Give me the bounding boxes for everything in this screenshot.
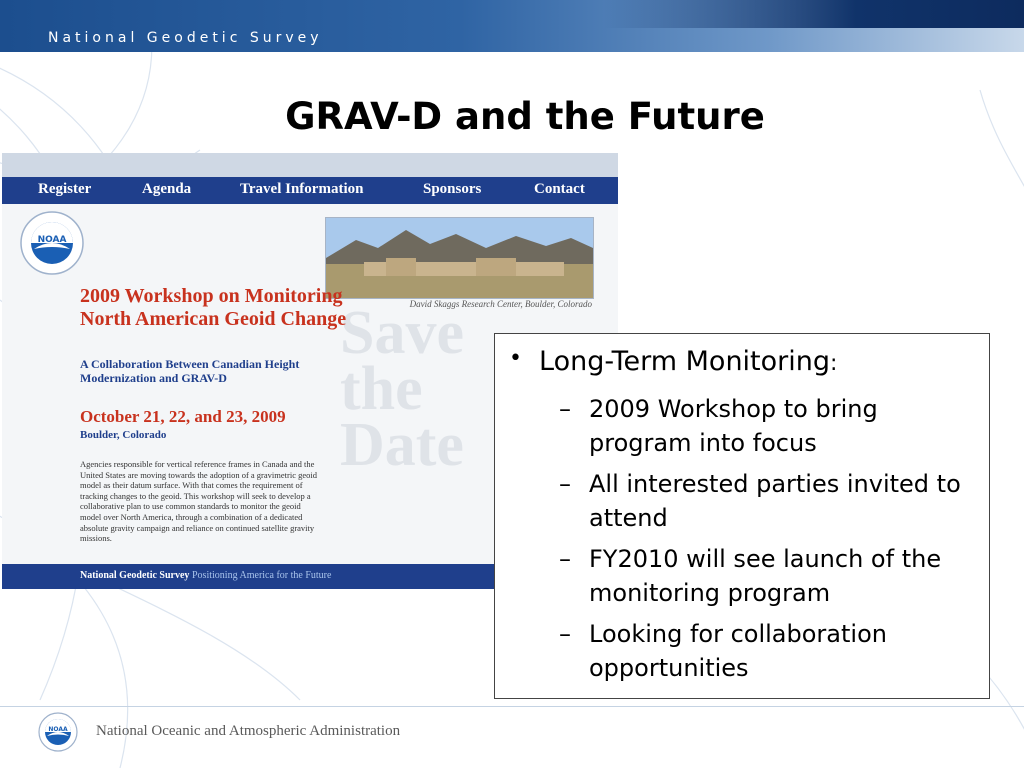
flyer-top-band <box>2 153 618 177</box>
workshop-subtitle: A Collaboration Between Canadian Height Modernization and GRAV-D <box>80 357 300 385</box>
watermark-line-2: the <box>340 355 423 423</box>
flyer-footer-org: National Geodetic Survey <box>80 570 190 581</box>
flyer-nav <box>2 177 618 204</box>
noaa-seal-icon <box>20 211 84 275</box>
sub-bullet <box>559 467 979 535</box>
main-bullet-colon: : <box>830 351 838 376</box>
watermark-line-3: Date <box>340 411 464 479</box>
workshop-title: 2009 Workshop on Monitoring North American Geoid Change <box>80 285 347 330</box>
main-bullet-text: Long-Term Monitoring <box>539 346 831 377</box>
sub-bullet <box>559 392 979 460</box>
sub-bullet-text: Looking for collaboration opportunities <box>589 620 887 682</box>
flyer-nav-travel[interactable]: Travel Information <box>240 181 364 197</box>
main-bullet <box>509 346 838 377</box>
bullet-box <box>494 333 990 699</box>
bullet-dot-icon: • <box>509 346 522 371</box>
svg-text:NOAA: NOAA <box>48 726 68 733</box>
svg-text:NOAA: NOAA <box>37 235 67 245</box>
sub-bullet-text: 2009 Workshop to bring program into focus <box>589 395 878 457</box>
footer-divider <box>0 706 1024 707</box>
header-bar <box>0 0 1024 52</box>
footer-agency-name: National Oceanic and Atmospheric Administration <box>96 723 401 739</box>
dash-icon: – <box>559 395 571 423</box>
workshop-dates: October 21, 22, and 23, 2009 <box>80 407 286 426</box>
sub-bullet <box>559 542 979 610</box>
header-org-name: National Geodetic Survey <box>48 30 323 46</box>
sub-bullet-list <box>559 392 979 692</box>
sub-bullet-text: All interested parties invited to attend <box>589 470 961 532</box>
dash-icon: – <box>559 545 571 573</box>
workshop-description: Agencies responsible for vertical reference frames in Canada and the United States are moving towards the adoption of a gravimetric geoid model as their datum surface. With that comes the requirement of tracking changes to the geoid. This workshop will seek to develop a collaborative plan to use common standards to monitor the geoid model over North America, through a combination of a dedicated absolute gravity campaign and reliance on continued satellite gravity missions. <box>80 459 317 544</box>
workshop-location: Boulder, Colorado <box>80 429 167 441</box>
dash-icon: – <box>559 620 571 648</box>
watermark-line-1: Save <box>340 299 464 367</box>
sub-bullet <box>559 617 979 685</box>
flyer-nav-sponsors[interactable]: Sponsors <box>423 181 482 197</box>
flyer-nav-register[interactable]: Register <box>38 181 92 197</box>
photo-caption: David Skaggs Research Center, Boulder, Colorado <box>409 299 592 309</box>
header-glow <box>604 0 1024 28</box>
noaa-footer-seal-icon <box>38 712 78 752</box>
slide-title: GRAV-D and the Future <box>285 95 765 138</box>
flyer-nav-agenda[interactable]: Agenda <box>142 181 192 197</box>
flyer-nav-contact[interactable]: Contact <box>534 181 585 197</box>
flyer-footer-tagline: Positioning America for the Future <box>192 570 332 581</box>
dash-icon: – <box>559 470 571 498</box>
sub-bullet-text: FY2010 will see launch of the monitoring program <box>589 545 942 607</box>
